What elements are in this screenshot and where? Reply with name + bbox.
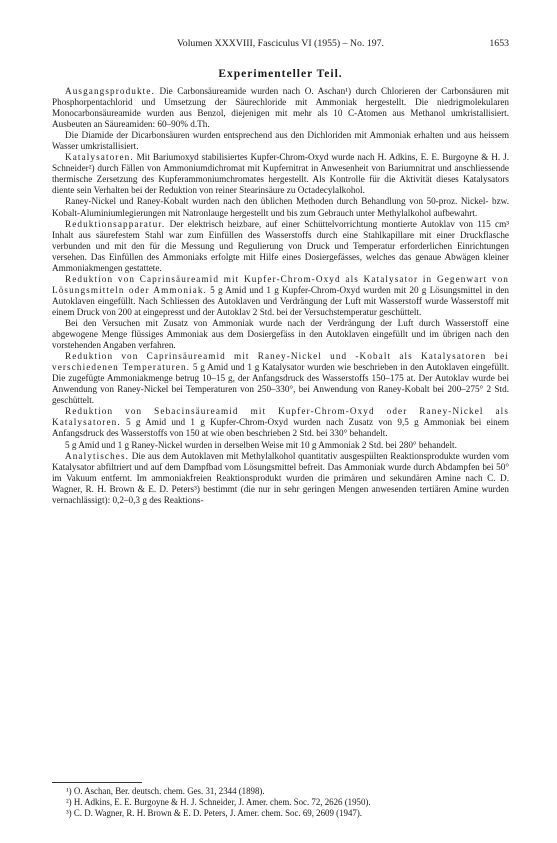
footnote: ²) H. Adkins, E. E. Burgoyne & H. J. Schneider, J. Amer. chem. Soc. 72, 2626 (1950). [66, 797, 371, 807]
paragraph-text: 5 g Amid und 1 g Kupfer-Chrom-Oxyd wurden mit 20 g Lösungsmittel in den Autoklaven eingefüllt. Nach Schliessen des Autoklaven und Verdrängung der Luft mit Wasserstoff wurde Wasserstoff mit einem Druck von 200 at eingepresst und der Autoklav 2 Std. bei der Versuchstemperatur geschüttelt. [52, 284, 509, 317]
paragraph-lead: Reduktion von Caprinsäureamid mit Kupfer-Chrom-Oxyd als Katalysator in Gegenwart von Lösungsmitteln oder Ammoniak. [52, 273, 509, 295]
paragraph-text: Die Carbonsäureamide wurden nach O. Aschan¹) durch Chlorieren der Carbonsäuren mit Phosphorpentachlorid und Umsetzung der Säurechloride mit Ammoniak hergestellt. Die niedrigmolekularen Monocarbonsäureamide wurden aus Benzol, diejenigen mit mehr als 10 C-Atomen aus Methanol umkristallisiert. Ausbeuten an Säureamiden: 60–90% d.Th. [52, 86, 509, 130]
paragraph-ammoniak-zusatz [52, 318, 509, 351]
body-text [52, 86, 509, 506]
paragraph-lead: Katalysatoren. [65, 152, 134, 163]
paragraph-raney [52, 196, 509, 218]
paragraph-text: Die aus dem Autoklaven mit Methylalkohol quantitativ ausgespülten Reaktionsprodukte wurden vom Katalysator abfiltriert und auf dem Dampfbad vom Lösungsmittel befreit. Das Ammoniak wurde durch Abdampfen bei 50° im Vakuum entfernt. Im ammoniakfreien Reaktionsprodukt wurden die primären und sekundären Amine nach C. D. Wagner, R. H. Brown & E. D. Peters³) bestimmt (die nur in sehr geringen Mengen anwesenden tertiären Amine wurden vernachlässigt): 0,2–0,3 g des Reaktions- [52, 450, 509, 505]
paragraph-ausgangsprodukte [52, 86, 509, 130]
paragraph-lead: Reduktionsapparatur. [65, 218, 166, 229]
paragraph-lead: Reduktion von Caprinsäureamid mit Raney-Nickel und -Kobalt als Katalysatoren bei verschiedenen Temperaturen. [52, 351, 509, 373]
footnotes [52, 786, 509, 819]
paragraph-text: 5 g Amid und 1 g Raney-Nickel wurden in derselben Weise mit 10 g Ammoniak 2 Std. bei 280° behandelt. [65, 439, 457, 450]
paragraph-reduktion-cuchrom [52, 274, 509, 318]
paragraph-reduktionsapparatur [52, 219, 509, 274]
paragraph-reduktion-sebacin [52, 406, 509, 439]
paragraph-lead: Reduktion von Sebacinsäureamid mit Kupfer-Chrom-Oxyd oder Raney-Nickel als Katalysatoren. [52, 406, 509, 428]
paragraph-text: Raney-Nickel und Raney-Kobalt wurden nach den üblichen Methoden durch Behandlung von 50-proz. Nickel- bzw. Kobalt-Aluminiumlegierungen mit Natronlauge hergestellt und bis zum Gebrauch unter Methylalkohol aufbewahrt. [52, 196, 509, 218]
footnote: ¹) O. Aschan, Ber. deutsch. chem. Ges. 31, 2344 (1898). [66, 786, 265, 796]
paragraph-lead: Analytisches. [65, 450, 130, 461]
page [52, 0, 509, 843]
running-header [52, 38, 509, 49]
paragraph-analytisches [52, 451, 509, 506]
paragraph-text: Bei den Versuchen mit Zusatz von Ammoniak wurde nach der Verdrängung der Luft durch Wasserstoff eine abgewogene Menge flüssiges Ammoniak aus dem Dosiergefäss in den Autoklaven eingefüllt und im übrigen nach den vorstehenden Angaben verfahren. [52, 317, 509, 351]
paragraph-text: Der elektrisch heizbare, auf einer Schüttelvorrichtung montierte Autoklav von 115 cm³ Inhalt aus säurefestem Stahl war zum Einfüllen des Wasserstoffs durch eine Stahlkapillare mit einer Druckflasche verbunden und mit den für die Messung und Regulierung von Druck und Temperatur erforderlichen Einrichtungen versehen. Das Einfüllen des Ammoniaks erfolgte mit Hilfe eines Dosiergefässes, welches das genaue Abwägen kleiner Ammoniakmengen gestattete. [52, 218, 509, 273]
section-title: Experimenteller Teil. [218, 68, 343, 80]
paragraph-reduktion-raney [52, 351, 509, 406]
footnote-divider [52, 782, 142, 783]
running-title: Volumen XXXVIII, Fasciculus VI (1955) – No. 197. [177, 38, 384, 49]
paragraph-text: Die Diamide der Dicarbonsäuren wurden entsprechend aus den Dichloriden mit Ammoniak erhalten und aus heissem Wasser umkristallisiert. [52, 130, 509, 152]
paragraph-lead: Ausgangsprodukte. [65, 86, 155, 96]
paragraph-diamide [52, 130, 509, 152]
page-number: 1653 [489, 38, 509, 49]
paragraph-text: 5 g Amid und 1 g Katalysator wurden wie beschrieben in den Autoklaven eingefüllt. Die zugefügte Ammoniakmenge betrug 10–15 g, der Anfangsdruck des Wasserstoffs 150–175 at. Der Autoklav wurde bei Anwendung von Raney-Nickel bei Temperaturen von 250–330°, bei Anwendung von Raney-Kobalt bei 200–275° 2 Std. geschüttelt. [52, 362, 509, 406]
paragraph-text: Mit Bariumoxyd stabilisiertes Kupfer-Chrom-Oxyd wurde nach H. Adkins, E. E. Burgoyne & H. J. Schneider²) durch Fällen von Ammoniumdichromat mit Kupfernitrat in Anwesenheit von Bariumnitrat und anschliessende thermische Zersetzung des Kupferammoniumchromates hergestellt. Als Kontrolle für die Aktivität dieses Katalysators diente sein Verhalten bei der Reduktion von reiner Stearinsäure zu Octadecylalkohol. [52, 152, 509, 196]
paragraph-katalysatoren [52, 152, 509, 196]
footnote: ³) C. D. Wagner, R. H. Brown & E. D. Peters, J. Amer. chem. Soc. 69, 2609 (1947). [66, 808, 362, 818]
paragraph-text: 5 g Amid und 1 g Kupfer-Chrom-Oxyd wurden nach Zusatz von 9,5 g Ammoniak bei einem Anfangsdruck des Wasserstoffs von 150 at wie oben beschrieben 2 Std. bei 330° behandelt. [52, 417, 509, 439]
paragraph-sebacin-raney [52, 440, 509, 451]
